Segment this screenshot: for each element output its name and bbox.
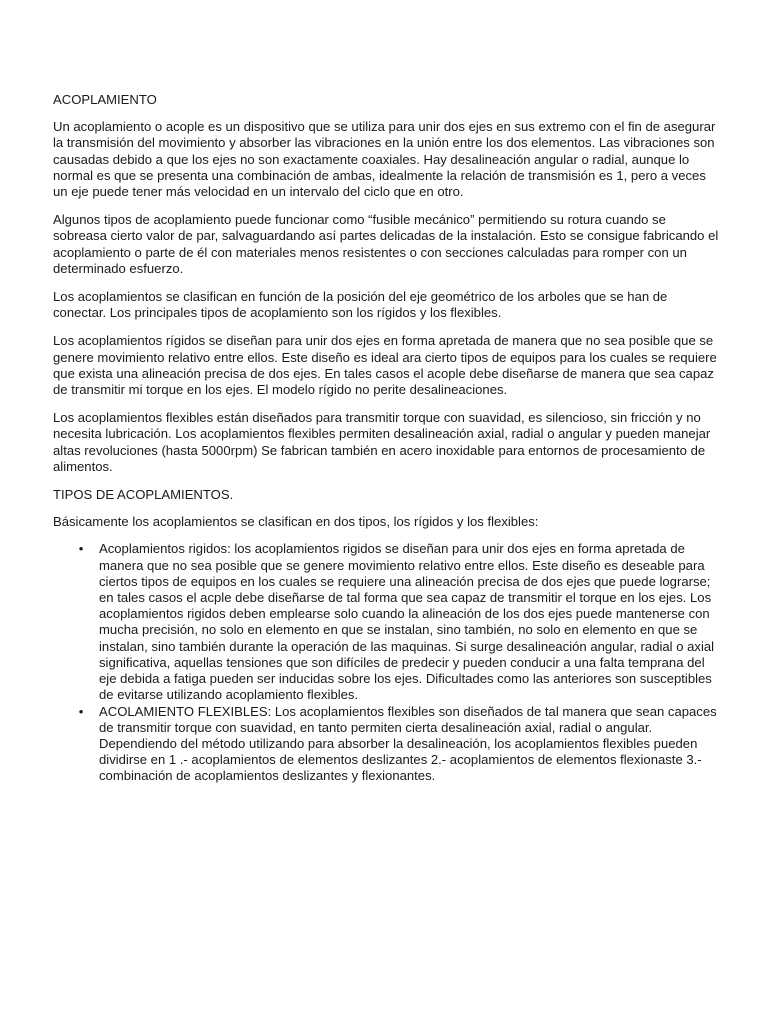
paragraph-classification: Los acoplamientos se clasifican en función de la posición del eje geométrico de los arboles que se han de conectar. Los principales tipos de acoplamiento son los rígidos y los flexibles. — [53, 289, 668, 321]
paragraph-flexible-couplings: Los acoplamientos flexibles están diseñados para transmitir torque con suavidad, es silencioso, sin fricción y no necesita lubricación. Los acoplamientos flexibles permiten desalineación axial, radial o angular y pueden manejar altas revoluciones (hasta 5000rpm) Se fabrican también en acero inoxidable para entornos de procesamiento de alimentos. — [53, 410, 711, 474]
paragraph-definition: Un acoplamiento o acople es un dispositivo que se utiliza para unir dos ejes en sus extremo con el fin de asegurar la transmisión del movimiento y absorber las vibraciones en la unión entre los dos elementos. Las vibraciones son causadas debido a que los ejes no son exactamente coaxiales. Hay desalineación angular o radial, aunque lo normal es que se presenta una combinación de ambas, idealmente la relación de transmisión es 1, pero a veces un eje puede tener más velocidad en un intervalo del ciclo que en otro. — [53, 119, 716, 200]
list-item-text: ACOLAMIENTO FLEXIBLES: Los acoplamientos flexibles son diseñados de tal manera que sean capaces de transmitir torque con suavidad, en tanto permiten cierta desalineación axial, radial o angular. Dependiendo del método utilizando para absorber la desalineación, los acoplamientos flexibles pueden dividirse en 1 .- acoplamientos de elementos deslizantes 2.- acoplamientos de elementos flexionaste 3.- combinación de acoplamientos deslizantes y flexionantes. — [99, 703, 717, 784]
document-title: ACOPLAMIENTO — [53, 92, 157, 107]
bullet-icon: • — [78, 703, 84, 719]
document-body — [53, 92, 720, 785]
bullet-icon: • — [78, 541, 84, 557]
section-intro: Básicamente los acoplamientos se clasifican en dos tipos, los rígidos y los flexibles: — [53, 514, 539, 530]
list-item-text: Acoplamientos rigidos: los acoplamientos rigidos se diseñan para unir dos ejes en forma apretada de manera que no sea posible que se genere movimiento relativo entre ellos. Este diseño es deseable para ciertos tipos de equipos en los cuales se requiere una alineación precisa de dos ejes que puede lograrse; en tales casos el acple debe diseñarse de tal forma que sea capaz de transmitir el torque en los ejes. Los acoplamientos rigidos deben emplearse solo cuando la alineación de los dos ejes puede mantenerse con mucha precisión, no solo en elemento en que se instalan, sino también, no solo en elemento en que se instalan, sino también durante la operación de las maquinas. Si surge desalineación angular, radial o axial significativa, aquellas tensiones que son difíciles de predecir y pueden conducir a una falta temprana del eje debida a fatiga pueden ser inducidas sobre los ejes. Dificultades como las anteriores son susceptibles de evitarse utilizando acoplamiento flexibles. — [99, 541, 715, 703]
coupling-types-list — [53, 541, 720, 784]
list-item-flexible — [53, 704, 720, 785]
paragraph-rigid-couplings: Los acoplamientos rígidos se diseñan para unir dos ejes en forma apretada de manera que no sea posible que se genere movimiento relativo entre ellos. Este diseño es ideal ara cierto tipos de equipos para los cuales se requiere que exista una alineación precisa de dos ejes. En tales casos el acople debe diseñarse de manera que sea capaz de transmitir mi torque en los ejes. El modelo rígido no perite desalineaciones. — [53, 333, 717, 398]
section-title: TIPOS DE ACOPLAMIENTOS. — [53, 487, 234, 503]
paragraph-mechanical-fuse: Algunos tipos de acoplamiento puede funcionar como “fusible mecánico” permitiendo su rotura cuando se sobreasa cierto valor de par, salvaguardando así partes delicadas de la instalación. Esto se consigue fabricando el acoplamiento o parte de él con materiales menos resistentes o con secciones calculadas para romper con un determinado esfuerzo. — [53, 212, 719, 276]
list-item-rigid — [53, 541, 720, 703]
